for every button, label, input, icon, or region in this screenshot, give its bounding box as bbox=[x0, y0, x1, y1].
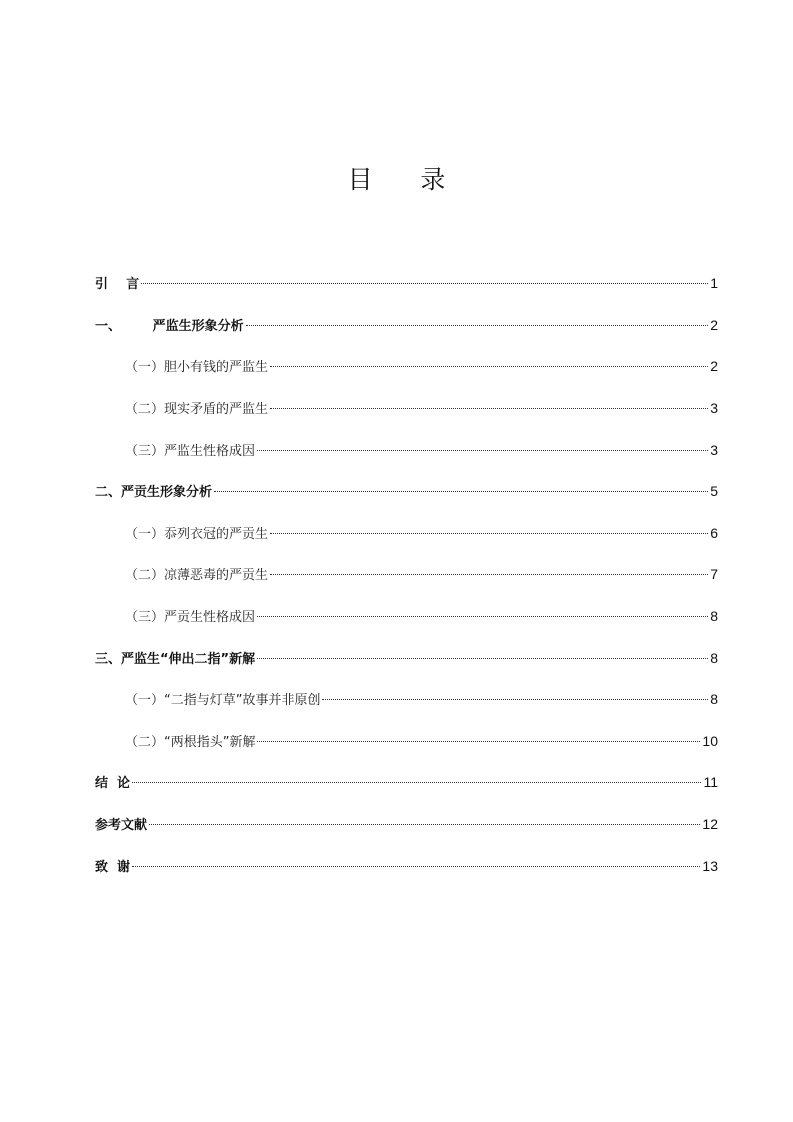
toc-page-number: 13 bbox=[702, 858, 718, 874]
toc-entry-references[interactable] bbox=[95, 814, 718, 834]
toc-page-number: 11 bbox=[703, 774, 718, 790]
toc-entry-label: 一、 严监生形象分析 bbox=[95, 319, 244, 334]
toc-entry-section-3-2[interactable] bbox=[125, 731, 718, 751]
toc-entry-section-1-1[interactable] bbox=[125, 356, 718, 376]
toc-entry-intro[interactable] bbox=[95, 273, 718, 293]
toc-page-number: 7 bbox=[710, 566, 718, 582]
toc-entry-chapter-3[interactable] bbox=[95, 648, 718, 668]
dot-leader bbox=[270, 365, 708, 367]
toc-entry-label: 引 言 bbox=[95, 277, 140, 292]
toc-entry-label: （二）现实矛盾的严监生 bbox=[125, 402, 269, 417]
toc-page-number: 2 bbox=[710, 358, 718, 374]
toc-entry-section-2-2[interactable] bbox=[125, 564, 718, 584]
toc-entry-label: （一）忝列衣冠的严贡生 bbox=[125, 527, 269, 542]
toc-page-number: 10 bbox=[702, 733, 718, 749]
toc-page-number: 3 bbox=[710, 442, 718, 458]
toc-entry-label: （三）严监生性格成因 bbox=[125, 444, 256, 459]
toc-entry-chapter-2[interactable] bbox=[95, 481, 718, 501]
toc-page-number: 8 bbox=[710, 650, 718, 666]
dot-leader bbox=[270, 407, 708, 409]
toc-page-number: 8 bbox=[710, 691, 718, 707]
toc-page-number: 3 bbox=[710, 400, 718, 416]
toc-entry-section-2-1[interactable] bbox=[125, 523, 718, 543]
toc-entry-label: （二）凉薄恶毒的严贡生 bbox=[125, 568, 269, 583]
dot-leader bbox=[246, 324, 709, 326]
dot-leader bbox=[257, 615, 708, 617]
toc-entry-chapter-1[interactable] bbox=[95, 315, 718, 335]
toc-entry-section-1-2[interactable] bbox=[125, 398, 718, 418]
dot-leader bbox=[257, 657, 708, 659]
toc-page-number: 8 bbox=[710, 608, 718, 624]
toc-entry-label: 结 论 bbox=[95, 776, 131, 791]
toc-entry-conclusion[interactable] bbox=[95, 772, 718, 792]
toc-entry-label: 二、严贡生形象分析 bbox=[95, 485, 213, 500]
toc-entry-section-2-3[interactable] bbox=[125, 606, 718, 626]
toc-entry-label: 三、严监生“伸出二指”新解 bbox=[95, 652, 256, 667]
toc-page-number: 6 bbox=[710, 525, 718, 541]
toc-entry-section-1-3[interactable] bbox=[125, 440, 718, 460]
toc-entry-label: （三）严贡生性格成因 bbox=[125, 610, 256, 625]
dot-leader bbox=[132, 781, 701, 783]
dot-leader bbox=[132, 865, 700, 867]
toc-entry-label: （一）“二指与灯草”故事并非原创 bbox=[125, 693, 321, 708]
toc-page-number: 5 bbox=[710, 483, 718, 499]
toc-entry-acknowledgements[interactable] bbox=[95, 856, 718, 876]
dot-leader bbox=[322, 698, 708, 700]
toc-page-number: 1 bbox=[710, 275, 718, 291]
toc-page-number: 2 bbox=[710, 317, 718, 333]
dot-leader bbox=[141, 282, 708, 284]
dot-leader bbox=[270, 532, 708, 534]
toc-entry-label: （一）胆小有钱的严监生 bbox=[125, 360, 269, 375]
dot-leader bbox=[257, 740, 700, 742]
toc-entry-section-3-1[interactable] bbox=[125, 689, 718, 709]
toc-entry-label: 参考文献 bbox=[95, 818, 148, 833]
dot-leader bbox=[149, 823, 700, 825]
page-title: 目 录 bbox=[347, 165, 446, 194]
toc-page-number: 12 bbox=[702, 816, 718, 832]
dot-leader bbox=[257, 449, 708, 451]
dot-leader bbox=[214, 490, 708, 492]
dot-leader bbox=[270, 573, 708, 575]
toc-entry-label: （二）“两根指头”新解 bbox=[125, 735, 256, 750]
toc-entry-label: 致 谢 bbox=[95, 860, 131, 875]
